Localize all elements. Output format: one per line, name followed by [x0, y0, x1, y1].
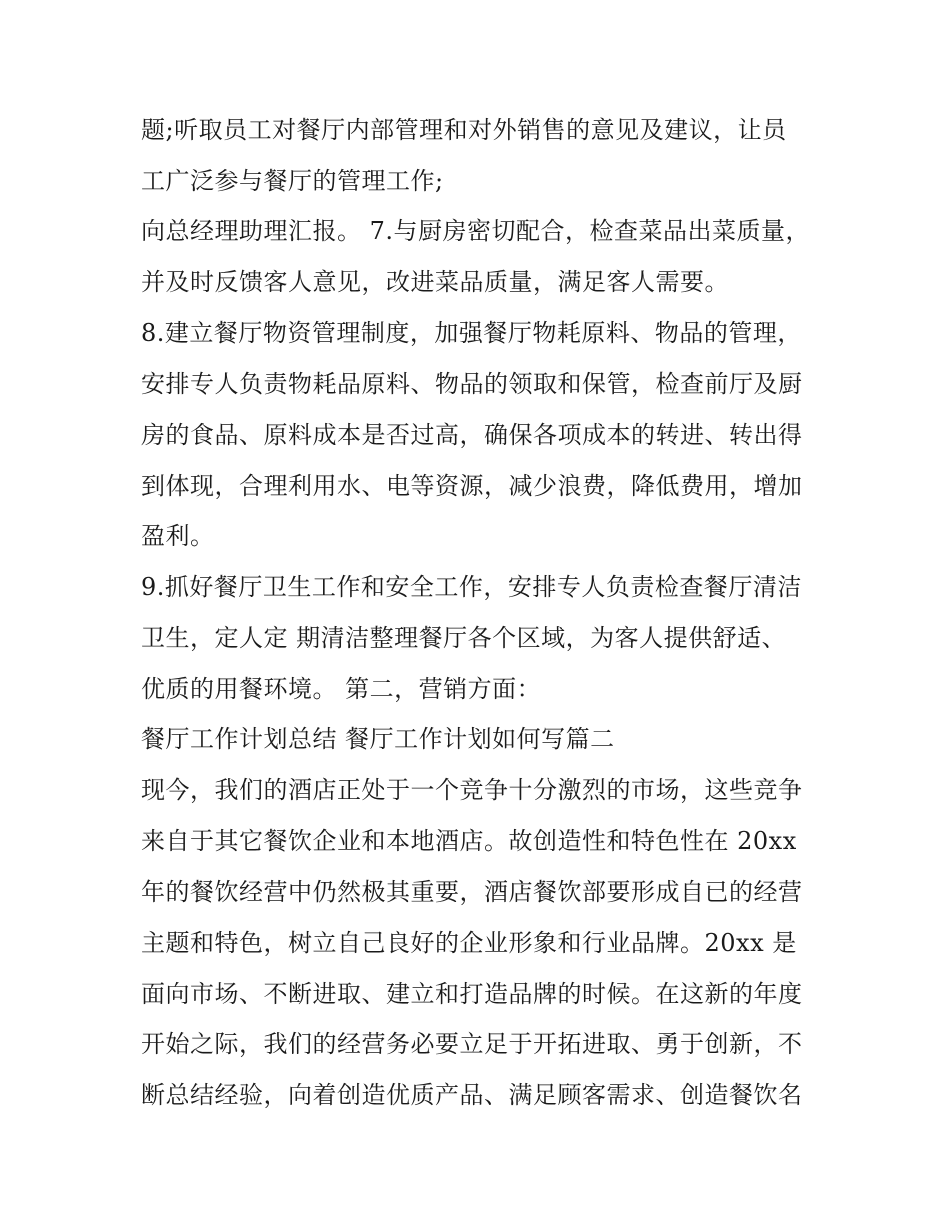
text-line: 房的食品、原料成本是否过高，确保各项成本的转进、转出得 [141, 421, 803, 449]
text-line: 并及时反馈客人意见，改进菜品质量，满足客人需要。 [141, 268, 729, 296]
text-line: 年的餐饮经营中仍然极其重要，酒店餐饮部要形成自已的经营 [141, 878, 803, 906]
section-heading: 餐厅工作计划总结 餐厅工作计划如何写篇二 [141, 725, 615, 753]
text-line: 来自于其它餐饮企业和本地酒店。故创造性和特色性在 20xx [141, 827, 797, 855]
text-line: 主题和特色，树立自己良好的企业形象和行业品牌。20xx 是 [141, 929, 797, 957]
text-line: 开始之际，我们的经营务必要立足于开拓进取、勇于创新，不 [141, 1030, 803, 1058]
text-line: 面向市场、不断进取、建立和打造品牌的时候。在这新的年度 [141, 980, 803, 1008]
text-line: 优质的用餐环境。 第二，营销方面： [141, 675, 542, 703]
text-line: 9.抓好餐厅卫生工作和安全工作，安排专人负责检查餐厅清洁 [141, 573, 802, 601]
text-line: 断总结经验，向着创造优质产品、满足顾客需求、创造餐饮名 [141, 1081, 803, 1109]
text-line: 卫生，定人定 期清洁整理餐厅各个区域，为客人提供舒适、 [141, 624, 787, 652]
text-line: 安排专人负责物耗品原料、物品的领取和保管，检查前厅及厨 [141, 370, 803, 398]
text-line: 工广泛参与餐厅的管理工作; [141, 167, 444, 195]
text-line: 向总经理助理汇报。 7.与厨房密切配合，检查菜品出菜质量， [141, 217, 811, 245]
text-line: 盈利。 [141, 522, 215, 550]
text-line: 8.建立餐厅物资管理制度，加强餐厅物耗原料、物品的管理， [141, 319, 802, 347]
text-line: 现今，我们的酒店正处于一个竞争十分激烈的市场，这些竞争 [141, 776, 803, 804]
text-line: 题;听取员工对餐厅内部管理和对外销售的意见及建议，让员 [141, 116, 787, 144]
text-line: 到体现，合理利用水、电等资源，减少浪费，降低费用，增加 [141, 472, 803, 500]
